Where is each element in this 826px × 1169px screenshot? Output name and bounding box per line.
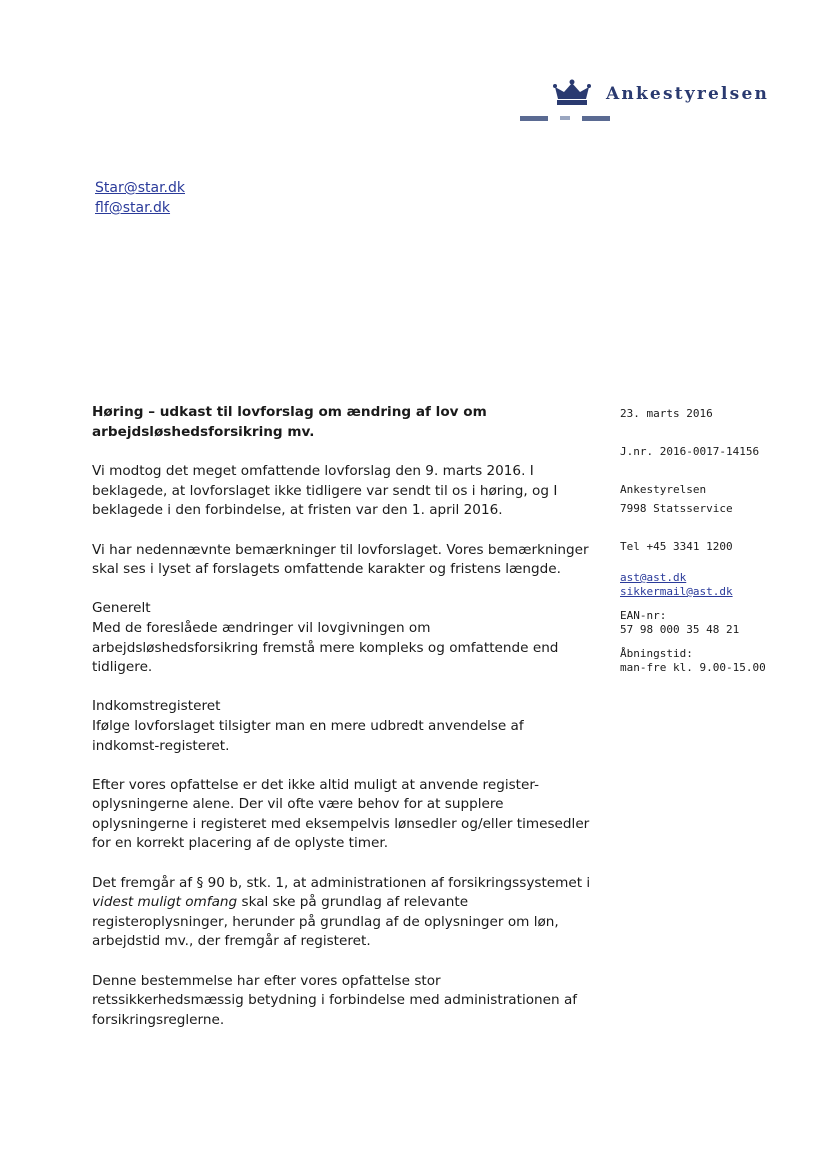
sender-address: 7998 Statsservice — [620, 502, 733, 515]
logo-bar-mid — [560, 116, 570, 120]
section-text: Ifølge lovforslaget tilsigter man en mere udbredt anvendelse af indkomst-registeret. — [92, 717, 524, 754]
paragraph: Vi har nedennævnte bemærkninger til lovforslaget. Vores bemærkninger skal ses i lyset af forslagets omfattende karakter og fristens længde. — [92, 541, 589, 578]
ean-label: EAN-nr: — [620, 609, 667, 622]
recipient-email-link[interactable]: Star@star.dk — [95, 180, 185, 196]
paragraph: Efter vores opfattelse er det ikke altid muligt at anvende register-oplysningerne alene. Der vil ofte være behov for at supplere oplysningerne i registeret med eksempelvis lønsedler og/eller timesedler for en korrekt placering af de oplyste timer. — [92, 776, 590, 852]
opening-hours-label: Åbningstid: — [620, 647, 693, 660]
section-heading: Generelt — [92, 600, 151, 617]
brand-name: Ankestyrelsen — [606, 84, 770, 104]
paragraph: Denne bestemmelse har efter vores opfattelse stor retssikkerhedsmæssig betydning i forbindelse med administrationen af forsikringsreglerne. — [92, 972, 578, 1028]
subject-line: Høring – udkast til lovforslag om ændring af lov om — [92, 404, 487, 420]
section-text: Med de foreslåede ændringer vil lovgivningen om arbejdsløshedsforsikring fremstå mere kompleks og omfattende end tidligere. — [92, 619, 559, 676]
paragraph-section-90b — [92, 874, 592, 952]
section-income-register — [92, 697, 592, 756]
recipient-list — [95, 178, 185, 218]
sender-email-link[interactable]: ast@ast.dk — [620, 571, 687, 584]
sender-info — [620, 406, 810, 675]
section-general — [92, 599, 592, 677]
logo-bar-right — [582, 116, 610, 121]
opening-hours-value: man-fre kl. 9.00-15.00 — [620, 661, 766, 674]
logo-bars — [520, 116, 612, 122]
sender-org: Ankestyrelsen — [620, 483, 707, 496]
paragraph-text: skal ske på grundlag af relevante registeroplysninger, herunder på grundlag af de oplysninger om løn, arbejdstid mv., der fremgår af registeret. — [92, 894, 559, 950]
ankestyrelsen-logo — [520, 78, 810, 128]
recipient-email-link[interactable]: flf@star.dk — [95, 200, 171, 216]
sender-phone: Tel +45 3341 1200 — [620, 540, 733, 553]
logo-bar-left — [520, 116, 548, 121]
ean-value: 57 98 000 35 48 21 — [620, 623, 740, 636]
subject-line: arbejdsløshedsforsikring mv. — [92, 423, 315, 440]
emphasis-text: videst muligt omfang — [92, 894, 238, 911]
letter-body — [92, 403, 592, 1050]
paragraph-text: Det fremgår af § 90 b, stk. 1, at administrationen af forsikringssystemet i — [92, 874, 591, 891]
journal-number: J.nr. 2016-0017-14156 — [620, 445, 760, 458]
letter-date: 23. marts 2016 — [620, 407, 713, 420]
paragraph: Vi modtog det meget omfattende lovforslag den 9. marts 2016. I beklagede, at lovforslaget ikke tidligere var sendt til os i høring, og I beklagede i den forbindelse, at fristen var den 1. april 2016. — [92, 463, 558, 519]
crown-icon — [550, 78, 594, 108]
letter-subject — [92, 403, 592, 442]
section-heading: Indkomstregisteret — [92, 698, 221, 715]
secure-email-link[interactable]: sikkermail@ast.dk — [620, 585, 733, 598]
